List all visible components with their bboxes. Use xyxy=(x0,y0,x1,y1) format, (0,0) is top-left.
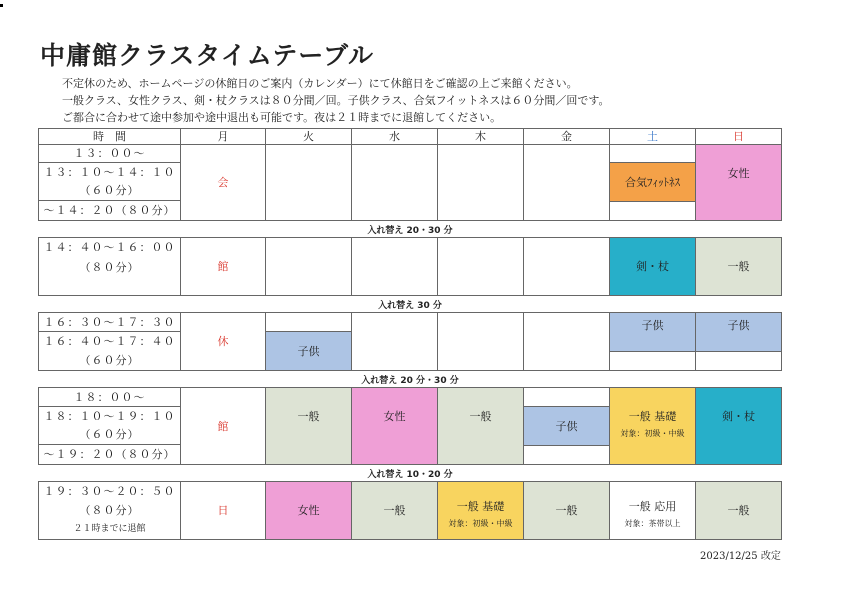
class-thu xyxy=(437,481,524,540)
class-label: 一般 基礎 xyxy=(628,410,677,423)
closed-day-mon: 会 xyxy=(180,144,266,221)
time-cell: （６０分） xyxy=(38,350,181,371)
time-line: １９：３０～２０：５０ xyxy=(43,485,176,498)
closed-day-mon: 日 xyxy=(180,481,266,540)
timetable xyxy=(38,128,782,540)
empty-cell xyxy=(437,312,524,371)
class-label: 一般 基礎 xyxy=(456,500,505,513)
class-sat xyxy=(609,387,696,465)
time-cell: １８：１０～１９：１０ xyxy=(38,406,181,426)
class-label: 一般 応用 xyxy=(628,500,677,513)
changeover-label: 入れ替え 30 分 xyxy=(378,300,442,311)
class-tue: 一般 xyxy=(265,387,352,465)
class-wed: 女性 xyxy=(351,387,438,465)
time-line: （８０分） xyxy=(79,504,140,517)
time-line: １４：４０～１６：００ xyxy=(43,241,176,254)
closed-day-mon: 館 xyxy=(180,237,266,296)
page-title: 中庸館クラスタイムテーブル xyxy=(40,41,375,70)
empty-cell xyxy=(523,445,610,465)
closed-day-mon: 館 xyxy=(180,387,266,465)
time-cell: １６：４０～１７：４０ xyxy=(38,331,181,351)
class-fri: 一般 xyxy=(523,481,610,540)
empty-cell xyxy=(265,237,352,296)
revision-date: 2023/12/25 改定 xyxy=(700,551,781,562)
header-tue: 火 xyxy=(265,128,352,145)
empty-cell xyxy=(695,351,782,371)
time-cell: ～１４：２０（８０分） xyxy=(38,200,181,221)
changeover-label: 入れ替え 20・30 分 xyxy=(367,225,453,236)
class-sun: 剣・杖 xyxy=(695,387,782,465)
time-cell xyxy=(38,481,181,540)
time-cell: １３：００～ xyxy=(38,144,181,163)
time-cell: ～１９：２０（８０分） xyxy=(38,444,181,465)
time-cell: （６０分） xyxy=(38,181,181,201)
empty-cell xyxy=(351,144,438,221)
header-time: 時 間 xyxy=(38,128,181,145)
empty-cell xyxy=(523,144,610,221)
class-fri: 子供 xyxy=(523,406,610,446)
class-sun: 女性 xyxy=(695,144,782,221)
empty-cell xyxy=(265,312,352,332)
class-sat: 合気ﾌｨｯﾄﾈｽ xyxy=(609,162,696,202)
empty-cell xyxy=(609,144,696,163)
time-cell: １３：１０～１４：１０ xyxy=(38,162,181,182)
header-sun: 日 xyxy=(695,128,782,145)
note-line: 一般クラス、女性クラス、剣・杖クラスは８０分間／回。子供クラス、合気フイットネスは６０分間／回です。 xyxy=(62,94,610,107)
header-wed: 水 xyxy=(351,128,438,145)
class-sun: 一般 xyxy=(695,481,782,540)
empty-cell xyxy=(609,351,696,371)
time-line: （８０分） xyxy=(79,261,140,274)
empty-cell xyxy=(609,201,696,221)
class-target: 対象：茶帯以上 xyxy=(624,519,681,528)
header-thu: 木 xyxy=(437,128,524,145)
scan-dot xyxy=(0,4,3,7)
time-cell xyxy=(38,237,181,296)
class-target: 対象：初級・中級 xyxy=(448,519,513,528)
empty-cell xyxy=(523,237,610,296)
closed-day-mon: 休 xyxy=(180,312,266,371)
time-cell: （６０分） xyxy=(38,425,181,445)
class-sun: 子供 xyxy=(695,312,782,352)
empty-cell xyxy=(351,237,438,296)
empty-cell xyxy=(523,312,610,371)
changeover-label: 入れ替え 20 分・30 分 xyxy=(361,375,459,386)
empty-cell xyxy=(437,237,524,296)
note-line: ご都合に合わせて途中参加や途中退出も可能です。夜は２１時までに退館してください。 xyxy=(62,111,502,124)
class-thu: 一般 xyxy=(437,387,524,465)
class-sun: 一般 xyxy=(695,237,782,296)
empty-cell xyxy=(437,144,524,221)
time-line: ２１時までに退館 xyxy=(73,524,146,534)
time-cell: １６：３０～１７：３０ xyxy=(38,312,181,332)
empty-cell xyxy=(265,144,352,221)
class-target: 対象：初級・中級 xyxy=(620,429,685,438)
header-sat: 土 xyxy=(609,128,696,145)
changeover-label: 入れ替え 10・20 分 xyxy=(367,469,453,480)
note-line: 不定休のため、ホームページの休館日のご案内（カレンダー）にて休館日をご確認の上ご来館ください。 xyxy=(62,77,578,90)
class-wed: 一般 xyxy=(351,481,438,540)
notes xyxy=(62,75,609,126)
header-fri: 金 xyxy=(523,128,610,145)
class-tue: 女性 xyxy=(265,481,352,540)
empty-cell xyxy=(351,312,438,371)
empty-cell xyxy=(523,387,610,407)
class-sat: 子供 xyxy=(609,312,696,352)
time-cell: １８：００～ xyxy=(38,387,181,407)
class-tue: 子供 xyxy=(265,331,352,371)
class-sat xyxy=(609,481,696,540)
class-sat: 剣・杖 xyxy=(609,237,696,296)
header-mon: 月 xyxy=(180,128,266,145)
